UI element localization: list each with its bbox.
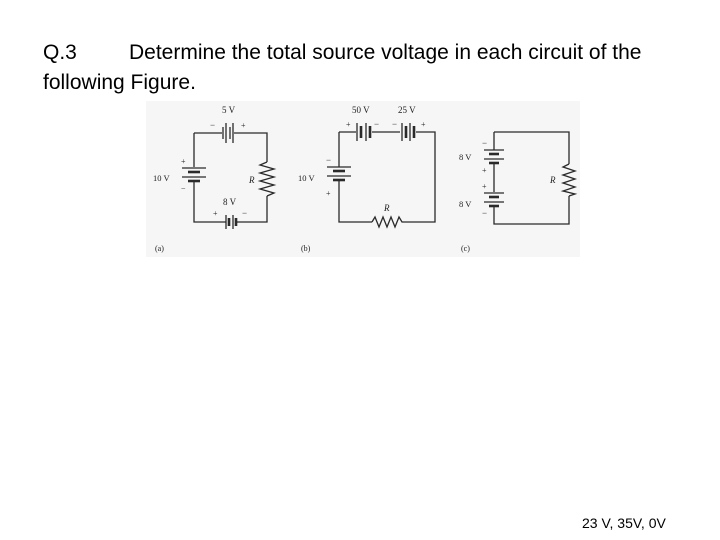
battery-a-left-pos: + [181, 157, 186, 166]
resistor-a [260, 162, 274, 196]
circuits-figure [146, 101, 580, 257]
answer-text: 23 V, 35V, 0V [582, 515, 666, 531]
circuit-a [153, 105, 274, 253]
battery-b-left-pos: + [326, 189, 331, 198]
battery-c-upper-pos: + [482, 166, 487, 175]
battery-b-top1-neg: − [374, 119, 380, 129]
battery-c-upper-value: 8 V [459, 152, 472, 162]
battery-a-left [182, 168, 206, 185]
battery-b-top2-pos: + [421, 120, 426, 129]
question-text [43, 38, 693, 98]
battery-a-top-value: 5 V [222, 105, 236, 115]
battery-b-top2 [402, 123, 414, 141]
battery-c-lower-value: 8 V [459, 199, 472, 209]
circuit-b-label: (b) [301, 244, 311, 253]
circuit-c [459, 132, 575, 253]
battery-b-top1-pos: + [346, 120, 351, 129]
battery-b-top2-neg: − [392, 119, 398, 129]
battery-b-top1-value: 50 V [352, 105, 370, 115]
battery-b-left-neg: − [326, 155, 332, 165]
circuit-c-right-wire [494, 132, 569, 224]
resistor-b [372, 217, 404, 227]
battery-a-bottom-neg: − [242, 208, 248, 218]
battery-a-bottom-pos: + [213, 209, 218, 218]
battery-a-left-value: 10 V [153, 173, 170, 183]
resistor-b-label: R [384, 203, 390, 213]
battery-b-left [327, 167, 351, 185]
circuit-c-label: (c) [461, 244, 470, 253]
resistor-c-label: R [550, 175, 556, 185]
circuit-b [298, 105, 435, 253]
battery-c-upper-neg: − [482, 138, 488, 148]
battery-a-bottom [226, 215, 238, 229]
circuits-svg [146, 101, 580, 257]
circuit-b-left-wire [339, 132, 372, 222]
question-number: Q.3 [43, 41, 77, 64]
resistor-a-label: R [249, 175, 255, 185]
battery-a-top [223, 123, 233, 143]
battery-a-top-pos: + [241, 121, 246, 130]
resistor-c [563, 164, 575, 196]
battery-a-bottom-value: 8 V [223, 197, 237, 207]
battery-a-top-neg: − [210, 120, 216, 130]
battery-b-top2-value: 25 V [398, 105, 416, 115]
battery-b-left-value: 10 V [298, 173, 315, 183]
battery-a-left-neg: − [181, 184, 186, 193]
battery-b-top1 [357, 123, 370, 141]
battery-c-lower-neg: − [482, 208, 488, 218]
question-body: Determine the total source voltage in each circuit of the following Figure. [43, 41, 642, 94]
battery-c-lower-pos: + [482, 182, 487, 191]
battery-c-upper [484, 150, 504, 163]
circuit-a-label: (a) [155, 244, 164, 253]
